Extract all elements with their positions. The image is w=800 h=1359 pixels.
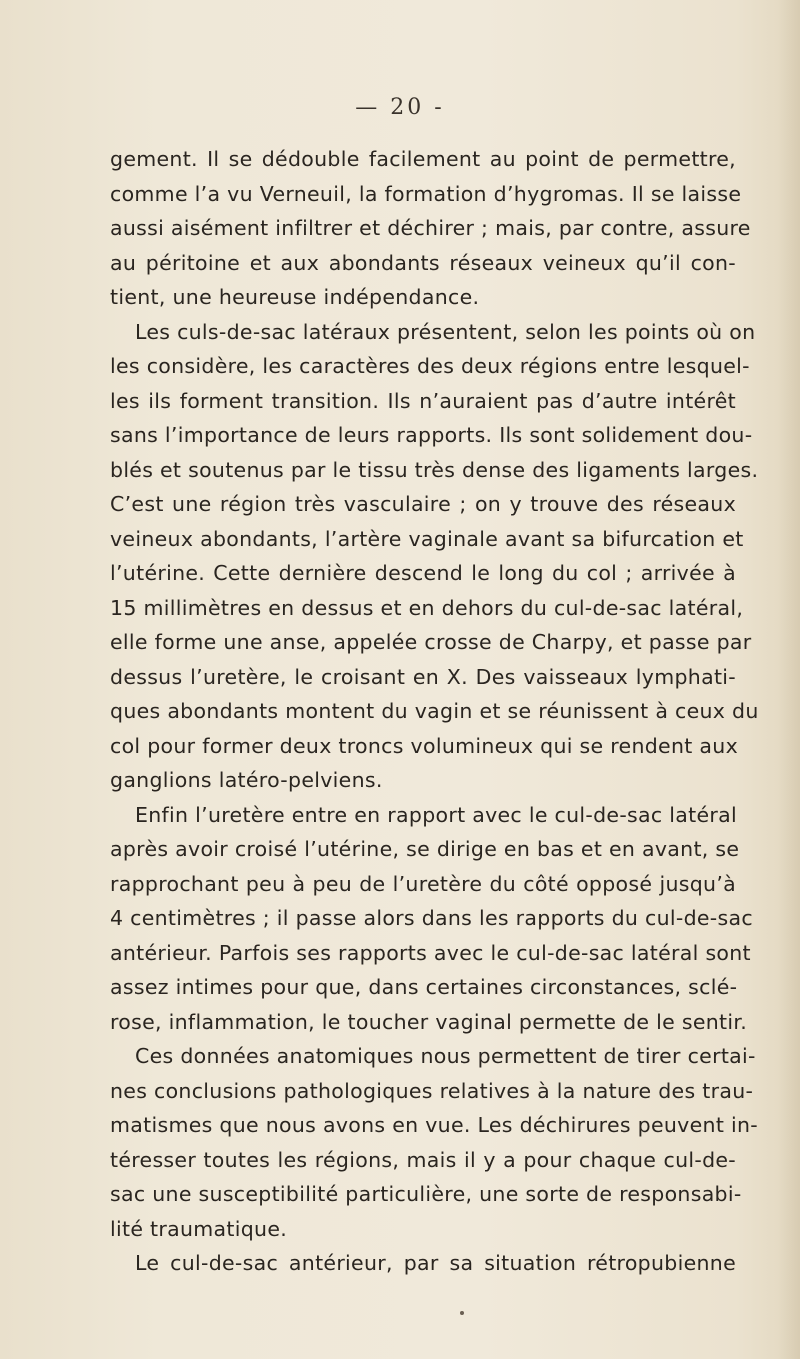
text-line: sans l’importance de leurs rapports. Ils sont solidement dou- [110, 423, 753, 447]
text-line: Le cul-de-sac antérieur, par sa situation rétropubienne [135, 1251, 736, 1275]
text-line: 15 millimètres en dessus et en dehors du cul-de-sac latéral, [110, 595, 744, 620]
text-line: gement. Il se dédouble facilement au point de permettre, [110, 147, 736, 171]
text-line: elle forme une anse, appelée crosse de Charpy, et passe par [110, 630, 752, 654]
text-line: ques abondants montent du vagin et se réunissent à ceux du [110, 699, 759, 723]
text-line: assez intimes pour que, dans certaines circonstances, sclé- [110, 975, 738, 999]
text-line: col pour former deux troncs volumineux qui se rendent aux [110, 733, 738, 758]
page-edge-shadow [778, 0, 800, 1359]
text-line: antérieur. Parfois ses rapports avec le cul-de-sac latéral sont [110, 940, 751, 965]
text-line: blés et soutenus par le tissu très dense des ligaments larges. [110, 457, 759, 482]
text-line: dessus l’uretère, le croisant en X. Des vaisseaux lymphati- [110, 664, 736, 689]
text-line: Les culs-de-sac latéraux présentent, selon les points où on [135, 319, 756, 344]
text-line: Ces données anatomiques nous permettent de tirer certai- [135, 1044, 756, 1068]
text-line: veineux abondants, l’artère vaginale avant sa bifurcation et [110, 526, 744, 551]
text-line: les considère, les caractères des deux régions entre lesquel- [110, 354, 750, 378]
page-number: — 20 - [355, 95, 445, 120]
text-line: lité traumatique. [110, 1216, 288, 1241]
text-line: téresser toutes les régions, mais il y a pour chaque cul-de- [110, 1147, 736, 1172]
text-line: matismes que nous avons en vue. Les déchirures peuvent in- [110, 1113, 758, 1137]
body-text [110, 142, 759, 1281]
text-line: aussi aisément infiltrer et déchirer ; mais, par contre, assure [110, 216, 751, 240]
text-line: comme l’a vu Verneuil, la formation d’hygromas. Il se laisse [110, 181, 742, 206]
text-line: 4 centimètres ; il passe alors dans les rapports du cul-de-sac [110, 906, 753, 930]
text-line: après avoir croisé l’utérine, se dirige en bas et en avant, se [110, 837, 740, 861]
text-line: l’utérine. Cette dernière descend le long du col ; arrivée à [110, 561, 736, 585]
ink-speck [460, 1311, 464, 1315]
text-line: C’est une région très vasculaire ; on y trouve des réseaux [110, 492, 736, 516]
text-line: sac une susceptibilité particulière, une sorte de responsabi- [110, 1182, 742, 1206]
text-line: ganglions latéro-pelviens. [110, 768, 383, 792]
text-line: tient, une heureuse indépendance. [110, 285, 480, 309]
text-line: nes conclusions pathologiques relatives à la nature des trau- [110, 1078, 754, 1103]
text-line: Enfin l’uretère entre en rapport avec le cul-de-sac latéral [135, 802, 737, 827]
text-line: au péritoine et aux abondants réseaux veineux qu’il con- [110, 250, 736, 275]
text-line: rose, inflammation, le toucher vaginal permette de le sentir. [110, 1009, 748, 1034]
text-line: les ils forment transition. Ils n’auraient pas d’autre intérêt [110, 388, 736, 413]
text-line: rapprochant peu à peu de l’uretère du côté opposé jusqu’à [110, 871, 736, 896]
